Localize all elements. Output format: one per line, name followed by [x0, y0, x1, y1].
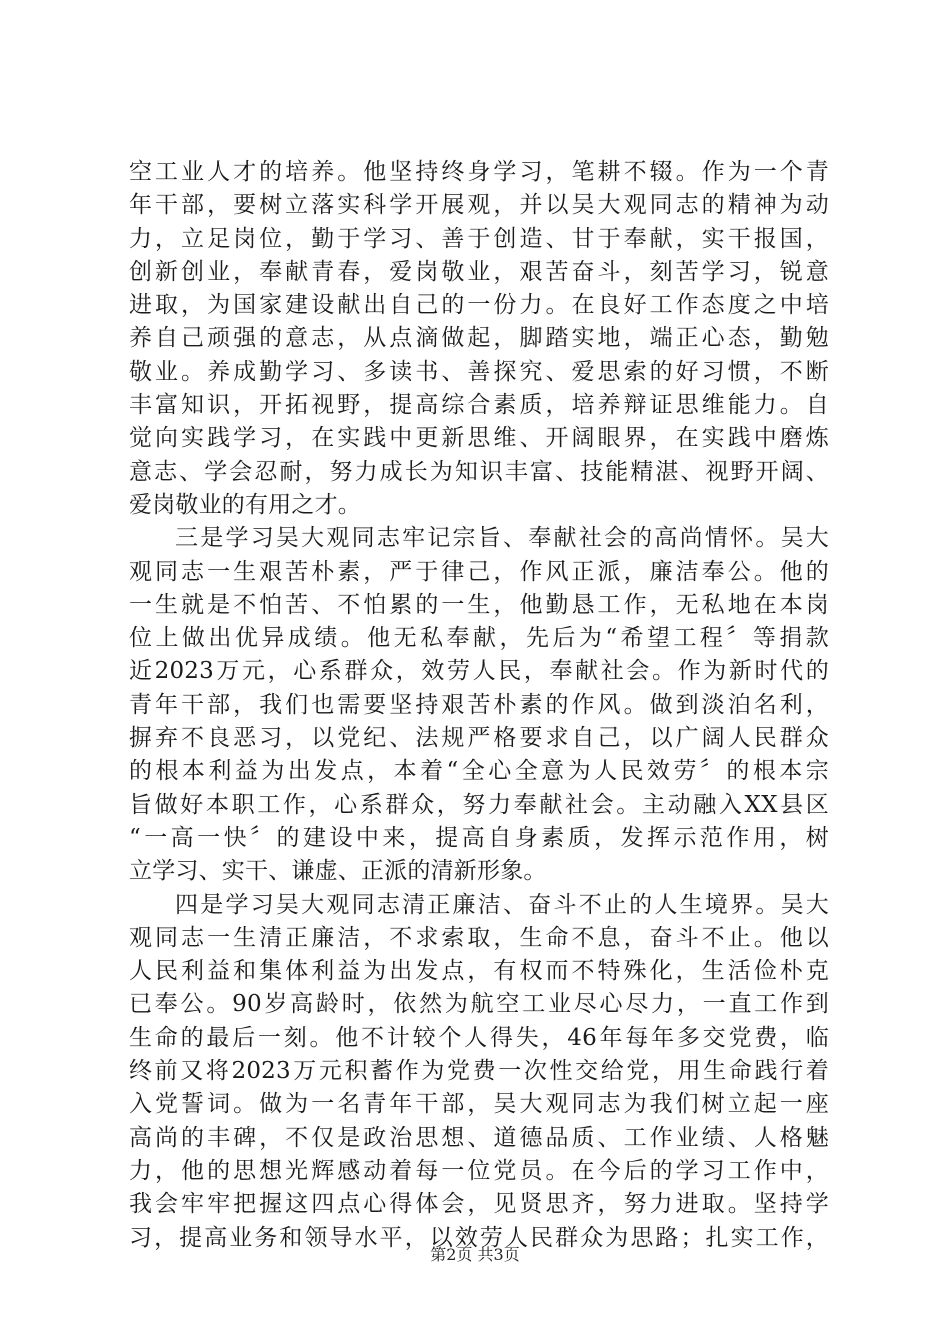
text-line: 进取，为国家建设献出自己的一份力。在良好工作态度之中培: [129, 292, 829, 319]
text-line: 观同志一生清正廉洁，不求索取，生命不息，奋斗不止。他以: [129, 924, 829, 951]
text-line: 入党誓词。做为一名青年干部，吴大观同志为我们树立起一座: [129, 1091, 829, 1118]
page-number-footer: 第2页 共3页: [430, 1245, 520, 1264]
text-line: 爱岗敬业的有用之才。: [129, 491, 361, 518]
text-line: 习，提高业务和领导水平，以效劳人民群众为思路；扎实工作，: [129, 1224, 829, 1251]
body-text: [129, 156, 829, 1255]
text-line: 的根本利益为出发点，本着“全心全意为人民效劳〞的根本宗: [129, 758, 829, 785]
text-line: 创新创业，奉献青春，爱岗敬业，艰苦奋斗，刻苦学习，锐意: [129, 258, 829, 285]
text-line: 年干部，要树立落实科学开展观，并以吴大观同志的精神为动: [129, 192, 829, 219]
paragraph-start-line: 四是学习吴大观同志清正廉洁、奋斗不止的人生境界。吴大: [175, 891, 829, 918]
text-line: 力，他的思想光辉感动着每一位党员。在今后的学习工作中，: [129, 1157, 829, 1184]
text-line: 旨做好本职工作，心系群众，努力奉献社会。主动融入XX县区: [129, 791, 829, 818]
text-line: 生命的最后一刻。他不计较个人得失，46年每年多交党费，临: [129, 1024, 829, 1051]
text-line: 我会牢牢把握这四点心得体会，见贤思齐，努力进取。坚持学: [129, 1191, 829, 1218]
text-line: “一高一快〞的建设中来，提高自身素质，发挥示范作用，树: [129, 824, 829, 851]
text-line: 觉向实践学习，在实践中更新思维、开阔眼界，在实践中磨炼: [129, 425, 829, 452]
text-line: 一生就是不怕苦、不怕累的一生，他勤恳工作，无私地在本岗: [129, 591, 829, 618]
text-line: 摒弃不良恶习，以党纪、法规严格要求自己，以广阔人民群众: [129, 725, 829, 752]
text-line: 立学习、实干、谦虚、正派的清新形象。: [129, 858, 547, 885]
text-line: 近2023万元，心系群众，效劳人民，奉献社会。作为新时代的: [129, 658, 829, 685]
text-line: 位上做出优异成绩。他无私奉献，先后为“希望工程〞等捐款: [129, 625, 829, 652]
paragraph-start-line: 三是学习吴大观同志牢记宗旨、奉献社会的高尚情怀。吴大: [175, 525, 829, 552]
text-line: 人民利益和集体利益为出发点，有权而不特殊化，生活俭朴克: [129, 958, 829, 985]
text-line: 力，立足岗位，勤于学习、善于创造、甘于奉献，实干报国，: [129, 225, 829, 252]
text-line: 已奉公。90岁高龄时，依然为航空工业尽心尽力，一直工作到: [129, 991, 829, 1018]
text-line: 敬业。养成勤学习、多读书、善探究、爱思索的好习惯，不断: [129, 358, 829, 385]
text-line: 观同志一生艰苦朴素，严于律己，作风正派，廉洁奉公。他的: [129, 558, 829, 585]
text-line: 丰富知识，开拓视野，提高综合素质，培养辩证思维能力。自: [129, 392, 829, 419]
text-line: 养自己顽强的意志，从点滴做起，脚踏实地，端正心态，勤勉: [129, 325, 829, 352]
text-line: 空工业人才的培养。他坚持终身学习，笔耕不辍。作为一个青: [129, 159, 829, 185]
text-line: 青年干部，我们也需要坚持艰苦朴素的作风。做到淡泊名利，: [129, 691, 829, 718]
text-line: 意志、学会忍耐，努力成长为知识丰富、技能精湛、视野开阔、: [129, 458, 829, 485]
text-line: 终前又将2023万元积蓄作为党费一次性交给党，用生命践行着: [129, 1058, 829, 1085]
text-line: 高尚的丰碑，不仅是政治思想、道德品质、工作业绩、人格魅: [129, 1124, 829, 1151]
